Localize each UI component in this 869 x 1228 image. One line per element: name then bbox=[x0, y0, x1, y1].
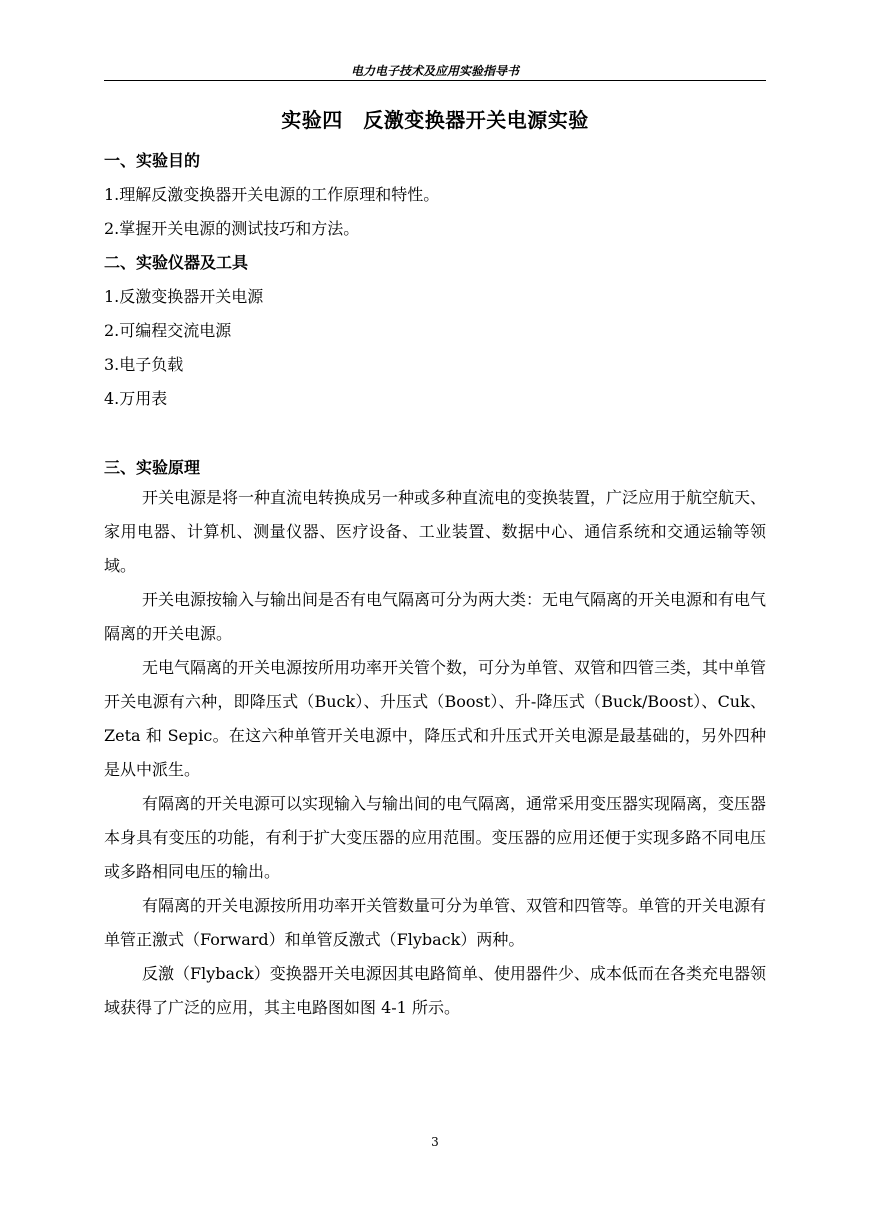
section-heading-principle: 三、实验原理 bbox=[104, 458, 201, 477]
header-rule bbox=[104, 80, 766, 81]
running-header: 电力电子技术及应用实验指导书 bbox=[350, 64, 519, 78]
principle-paragraph: 开关电源按输入与输出间是否有电气隔离可分为两大类：无电气隔离的开关电源和有电气隔离的开关电源。 bbox=[104, 590, 767, 643]
instrument-item: 4.万用表 bbox=[104, 389, 168, 408]
instrument-item: 1.反激变换器开关电源 bbox=[104, 287, 264, 306]
purpose-item: 1.理解反激变换器开关电源的工作原理和特性。 bbox=[104, 185, 440, 204]
principle-paragraph: 开关电源是将一种直流电转换成另一种或多种直流电的变换装置，广泛应用于航空航天、家用电器、计算机、测量仪器、医疗设备、工业装置、数据中心、通信系统和交通运输等领域。 bbox=[104, 488, 767, 575]
section-heading-instruments: 二、实验仪器及工具 bbox=[104, 253, 249, 272]
purpose-item: 2.掌握开关电源的测试技巧和方法。 bbox=[104, 219, 360, 238]
principle-paragraph: 有隔离的开关电源按所用功率开关管数量可分为单管、双管和四管等。单管的开关电源有单管正激式（Forward）和单管反激式（Flyback）两种。 bbox=[104, 896, 767, 949]
principle-paragraph: 无电气隔离的开关电源按所用功率开关管个数，可分为单管、双管和四管三类，其中单管开关电源有六种，即降压式（Buck）、升压式（Boost）、升-降压式（Buck/Boost）、Cuk、Zeta 和 Sepic。在这六种单管开关电源中，降压式和升压式开关电源是最基础的，另外四种是从中派生。 bbox=[104, 658, 767, 779]
experiment-title: 实验四 反激变换器开关电源实验 bbox=[281, 108, 589, 132]
section-heading-purpose: 一、实验目的 bbox=[104, 151, 201, 170]
principle-paragraph: 有隔离的开关电源可以实现输入与输出间的电气隔离，通常采用变压器实现隔离，变压器本身具有变压的功能，有利于扩大变压器的应用范围。变压器的应用还便于实现多路不同电压或多路相同电压的输出。 bbox=[104, 794, 767, 881]
instrument-item: 3.电子负载 bbox=[104, 355, 184, 374]
instrument-item: 2.可编程交流电源 bbox=[104, 321, 232, 340]
principle-paragraph: 反激（Flyback）变换器开关电源因其电路简单、使用器件少、成本低而在各类充电器领域获得了广泛的应用，其主电路图如图 4-1 所示。 bbox=[104, 964, 766, 1017]
page-number: 3 bbox=[431, 1135, 439, 1149]
